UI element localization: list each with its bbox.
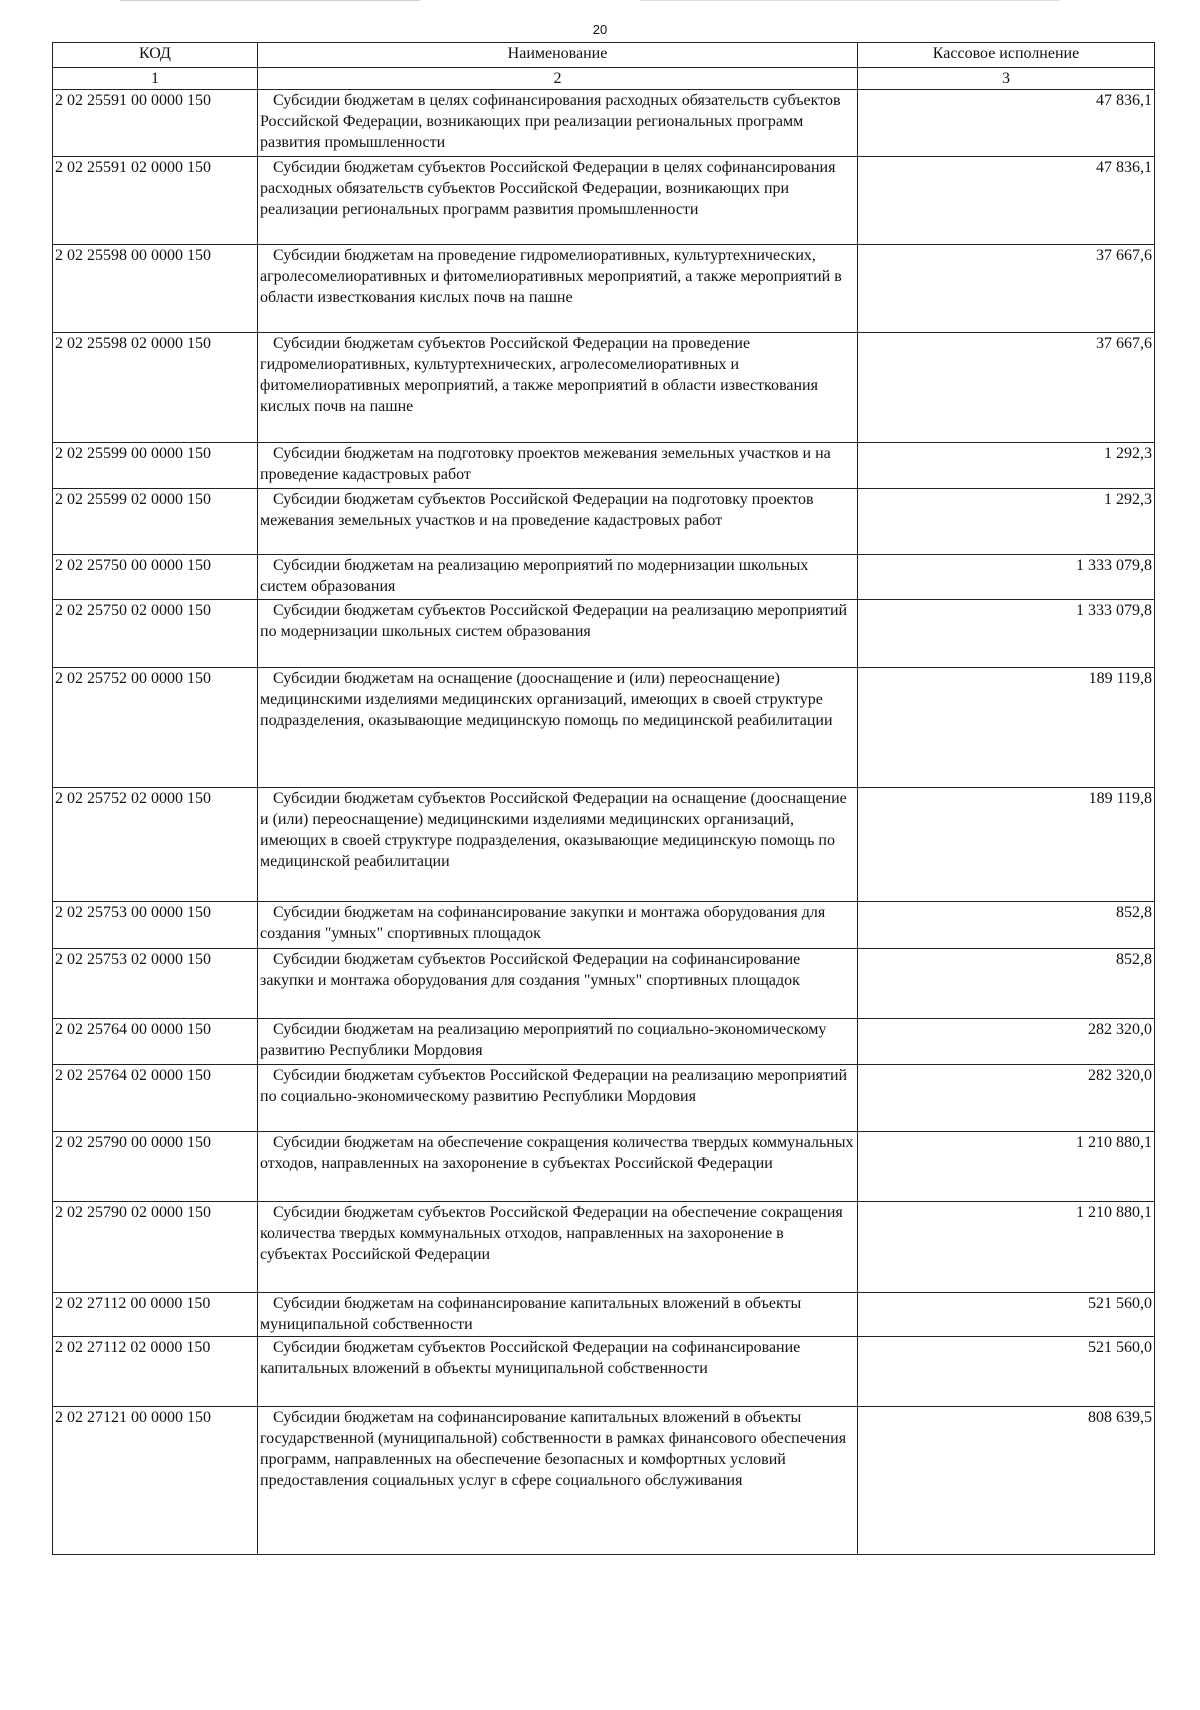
row-code: 2 02 25750 02 0000 150: [53, 600, 258, 668]
table-row: [53, 555, 1155, 600]
table-row: [53, 600, 1155, 668]
row-name: Субсидии бюджетам субъектов Российской Федерации на подготовку проектов межевания земельных участков и на проведение кадастровых работ: [258, 489, 858, 555]
table-row: [53, 443, 1155, 489]
row-code: 2 02 25752 02 0000 150: [53, 788, 258, 902]
row-name: Субсидии бюджетам на реализацию мероприятий по модернизации школьных систем образования: [258, 555, 858, 600]
row-name: Субсидии бюджетам на реализацию мероприятий по социально-экономическому развитию Республики Мордовия: [258, 1019, 858, 1065]
scan-artifact: [120, 0, 420, 1]
row-name: Субсидии бюджетам на софинансирование капитальных вложений в объекты муниципальной собственности: [258, 1293, 858, 1337]
row-amount: 37 667,6: [858, 333, 1155, 443]
table-row: [53, 668, 1155, 788]
table-row: [53, 1407, 1155, 1555]
row-code: 2 02 25591 00 0000 150: [53, 90, 258, 157]
table-row: [53, 489, 1155, 555]
table-row: [53, 788, 1155, 902]
row-code: 2 02 27112 00 0000 150: [53, 1293, 258, 1337]
table-row: [53, 245, 1155, 333]
table-row: [53, 1202, 1155, 1293]
table-row: [53, 157, 1155, 245]
column-number-1: 1: [53, 68, 258, 90]
header-code: КОД: [53, 43, 258, 68]
row-amount: 1 292,3: [858, 489, 1155, 555]
table-row: [53, 1293, 1155, 1337]
column-number-2: 2: [258, 68, 858, 90]
row-amount: 189 119,8: [858, 668, 1155, 788]
row-name: Субсидии бюджетам субъектов Российской Федерации на софинансирование капитальных вложений в объекты муниципальной собственности: [258, 1337, 858, 1407]
row-name: Субсидии бюджетам на софинансирование капитальных вложений в объекты государственной (муниципальной) собственности в рамках финансового обеспечения программ, направленных на обеспечение безопасных и комфортных условий предоставления социальных услуг в сфере социального обслуживания: [258, 1407, 858, 1555]
row-amount: 47 836,1: [858, 90, 1155, 157]
row-code: 2 02 25790 00 0000 150: [53, 1132, 258, 1202]
table-row: [53, 1019, 1155, 1065]
row-code: 2 02 25753 00 0000 150: [53, 902, 258, 949]
row-code: 2 02 25599 00 0000 150: [53, 443, 258, 489]
budget-table: [52, 42, 1155, 1555]
row-name: Субсидии бюджетам в целях софинансирования расходных обязательств субъектов Российской Федерации, возникающих при реализации региональных программ развития промышленности: [258, 90, 858, 157]
row-name: Субсидии бюджетам субъектов Российской Федерации на реализацию мероприятий по социально-экономическому развитию Республики Мордовия: [258, 1065, 858, 1132]
row-name: Субсидии бюджетам субъектов Российской Федерации на софинансирование закупки и монтажа оборудования для создания "умных" спортивных площадок: [258, 949, 858, 1019]
row-amount: 521 560,0: [858, 1337, 1155, 1407]
header-name: Наименование: [258, 43, 858, 68]
row-amount: 1 333 079,8: [858, 600, 1155, 668]
row-code: 2 02 25753 02 0000 150: [53, 949, 258, 1019]
row-name: Субсидии бюджетам субъектов Российской Федерации на оснащение (дооснащение и (или) переоснащение) медицинскими изделиями медицинских организаций, имеющих в своей структуре подразделения, оказывающие медицинскую помощь по медицинской реабилитации: [258, 788, 858, 902]
row-amount: 1 292,3: [858, 443, 1155, 489]
row-name: Субсидии бюджетам на подготовку проектов межевания земельных участков и на проведение кадастровых работ: [258, 443, 858, 489]
row-code: 2 02 25764 00 0000 150: [53, 1019, 258, 1065]
row-amount: 852,8: [858, 949, 1155, 1019]
row-name: Субсидии бюджетам на проведение гидромелиоративных, культуртехнических, агролесомелиоративных и фитомелиоративных мероприятий, а также мероприятий в области известкования кислых почв на пашне: [258, 245, 858, 333]
row-amount: 521 560,0: [858, 1293, 1155, 1337]
table-body: [53, 90, 1155, 1555]
row-name: Субсидии бюджетам на обеспечение сокращения количества твердых коммунальных отходов, направленных на захоронение в субъектах Российской Федерации: [258, 1132, 858, 1202]
row-name: Субсидии бюджетам на оснащение (дооснащение и (или) переоснащение) медицинскими изделиями медицинских организаций, имеющих в своей структуре подразделения, оказывающие медицинскую помощь по медицинской реабилитации: [258, 668, 858, 788]
row-amount: 189 119,8: [858, 788, 1155, 902]
page-number: 20: [592, 22, 608, 37]
row-code: 2 02 25752 00 0000 150: [53, 668, 258, 788]
row-code: 2 02 25750 00 0000 150: [53, 555, 258, 600]
table-row: [53, 1065, 1155, 1132]
table-row: [53, 1132, 1155, 1202]
row-name: Субсидии бюджетам субъектов Российской Федерации на проведение гидромелиоративных, культуртехнических, агролесомелиоративных и фитомелиоративных мероприятий, а также мероприятий в области известкования кислых почв на пашне: [258, 333, 858, 443]
column-number-3: 3: [858, 68, 1155, 90]
row-amount: 282 320,0: [858, 1019, 1155, 1065]
row-amount: 1 333 079,8: [858, 555, 1155, 600]
row-name: Субсидии бюджетам субъектов Российской Федерации в целях софинансирования расходных обязательств субъектов Российской Федерации, возникающих при реализации региональных программ развития промышленности: [258, 157, 858, 245]
row-amount: 282 320,0: [858, 1065, 1155, 1132]
table-row: [53, 1337, 1155, 1407]
row-amount: 808 639,5: [858, 1407, 1155, 1555]
row-name: Субсидии бюджетам субъектов Российской Федерации на реализацию мероприятий по модернизации школьных систем образования: [258, 600, 858, 668]
table-row: [53, 90, 1155, 157]
row-amount: 47 836,1: [858, 157, 1155, 245]
header-amount: Кассовое исполнение: [858, 43, 1155, 68]
row-amount: 852,8: [858, 902, 1155, 949]
row-name: Субсидии бюджетам на софинансирование закупки и монтажа оборудования для создания "умных" спортивных площадок: [258, 902, 858, 949]
row-amount: 1 210 880,1: [858, 1132, 1155, 1202]
row-code: 2 02 25591 02 0000 150: [53, 157, 258, 245]
table-row: [53, 949, 1155, 1019]
row-code: 2 02 25599 02 0000 150: [53, 489, 258, 555]
row-code: 2 02 25764 02 0000 150: [53, 1065, 258, 1132]
table-row: [53, 333, 1155, 443]
row-code: 2 02 27121 00 0000 150: [53, 1407, 258, 1555]
row-name: Субсидии бюджетам субъектов Российской Федерации на обеспечение сокращения количества твердых коммунальных отходов, направленных на захоронение в субъектах Российской Федерации: [258, 1202, 858, 1293]
row-code: 2 02 25790 02 0000 150: [53, 1202, 258, 1293]
row-code: 2 02 25598 00 0000 150: [53, 245, 258, 333]
table-header: [53, 43, 1155, 90]
row-code: 2 02 25598 02 0000 150: [53, 333, 258, 443]
row-code: 2 02 27112 02 0000 150: [53, 1337, 258, 1407]
table-row: [53, 902, 1155, 949]
row-amount: 1 210 880,1: [858, 1202, 1155, 1293]
row-amount: 37 667,6: [858, 245, 1155, 333]
scan-artifact: [640, 0, 1060, 1]
